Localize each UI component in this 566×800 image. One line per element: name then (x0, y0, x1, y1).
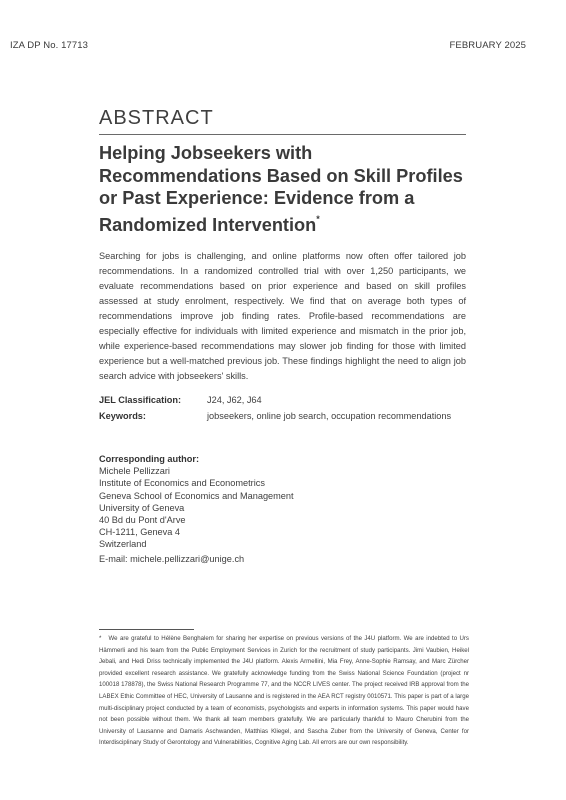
footnote-text: We are grateful to Hélène Benghalem for sharing her expertise on previous versions of the J4U platform. We are indebted to Urs Hämmerli and his team from the Public Employment Services in Zurich for the recruitment of study participants. Jimi Vaubien, Heikel Jebali, and Hedi Driss technically implemented the J4U platform. Alexis Armellini, Mia Frey, Anne-Sophie Ramsay, and Marc Zürcher provided excellent research assistance. We gratefully acknowledge funding from the Swiss National Science Foundation (project nr 100018 178878), the Swiss National Research Programme 77, and the NCCR LIVES center. The project received IRB approval from the LABEX Ethic Committee of HEC, University of Lausanne and is registered in the AEA RCT registry 0010571. This paper is part of a large multi-disciplinary project conducted by a team of economists, psychologists and experts in information systems. This paper would have not been possible without them. We thank all team members gratefully. We are particularly thankful to Mauro Cherubini from the University of Lausanne and Damaris Aschwanden, Matthias Kliegel, and Sascha Zuber from the University of Geneva, Center for Interdisciplinary Study of Gerontology and Vulnerabilities, Cognitive Aging Lab. All errors are our own responsibility. (99, 635, 469, 747)
paper-title (99, 142, 479, 236)
corresponding-author-block (99, 453, 294, 565)
acknowledgement-footnote (99, 633, 469, 749)
keywords-value: jobseekers, online job search, occupation recommendations (207, 411, 452, 421)
title-line (99, 210, 479, 237)
footnote-marker: * (99, 635, 102, 642)
jel-codes: J24, J62, J64 (207, 395, 262, 405)
author-address-line: 40 Bd du Pont d'Arve (99, 515, 186, 526)
footnote-divider (99, 629, 194, 630)
title-footnote-marker: * (316, 213, 320, 224)
author-name: Michele Pellizzari (99, 466, 170, 477)
title-line: Recommendations Based on Skill Profiles (99, 165, 463, 186)
discussion-paper-number: IZA DP No. 17713 (10, 40, 88, 51)
corresponding-author-heading: Corresponding author: (99, 454, 200, 464)
author-address-line: CH-1211, Geneva 4 (99, 527, 181, 538)
title-line: Helping Jobseekers with (99, 143, 313, 163)
author-address-line: Geneva School of Economics and Management (99, 490, 294, 501)
keywords-label: Keywords: (99, 411, 146, 421)
author-address-line: University of Geneva (99, 502, 185, 513)
abstract-heading: ABSTRACT (99, 107, 214, 129)
abstract-text: Searching for jobs is challenging, and online platforms now often offer tailored job recommendations. In a randomized controlled trial with over 1,250 participants, we evaluate recommendations based on prior experience and based on skill profiles assessed at study enrolment, respectively. We find that on average both types of recommendations improve job finding rates. Profile-based recommendations are especially effective for individuals with limited experience and mismatch in the prior job, while experience-based recommendations may slower job finding for those with limited experience but a well-matched previous job. These findings highlight the need to align job search advice with jobseekers' skills. (99, 251, 466, 381)
author-address-line: Switzerland (99, 539, 147, 550)
jel-label: JEL Classification: (99, 395, 182, 405)
publication-date: FEBRUARY 2025 (449, 40, 526, 51)
author-email: E-mail: michele.pellizzari@unige.ch (99, 553, 245, 564)
heading-divider (99, 134, 466, 135)
title-line-text: Randomized Intervention (99, 214, 317, 235)
author-address-line: Institute of Economics and Econometrics (99, 478, 265, 489)
title-line: or Past Experience: Evidence from a (99, 188, 415, 208)
